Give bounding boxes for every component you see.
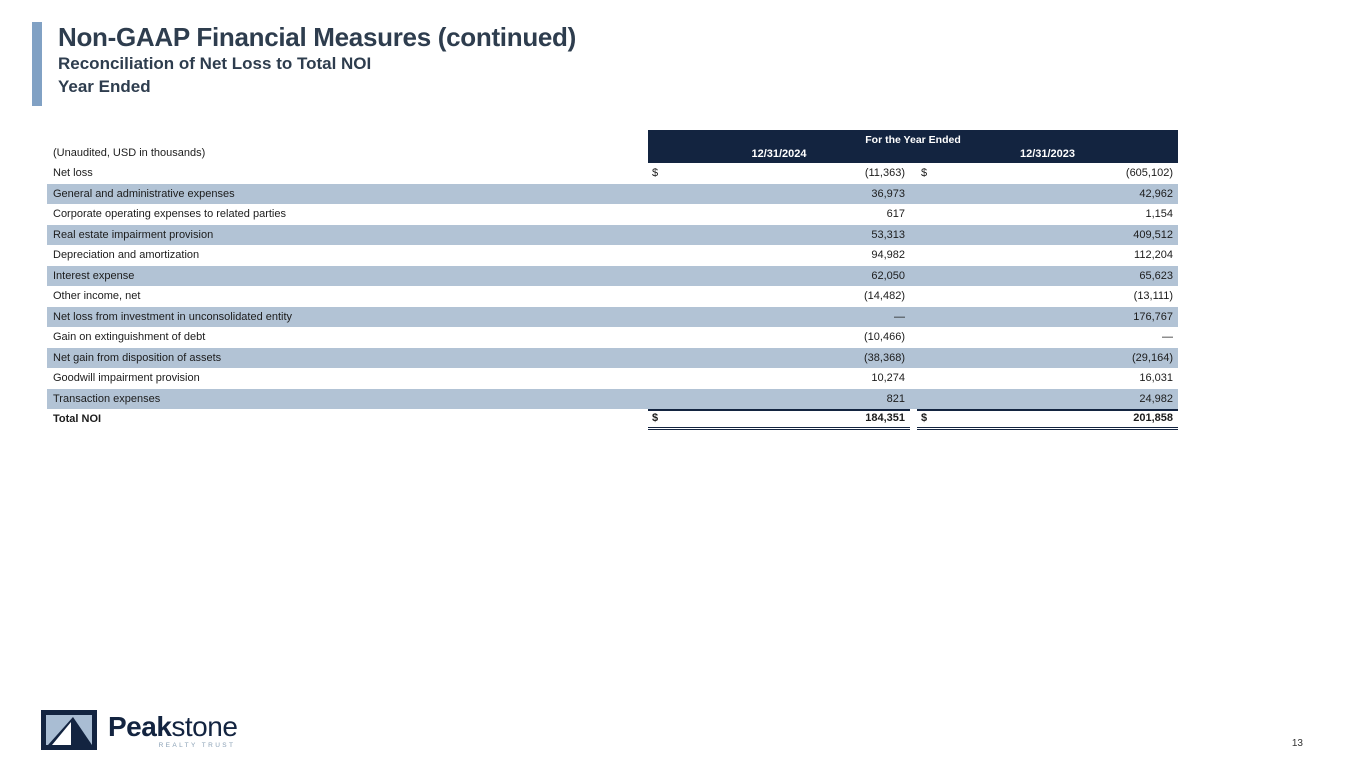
column-gap [910, 184, 917, 205]
column-gap [910, 163, 917, 184]
cell-amount: 184,351 [865, 412, 905, 424]
row-label: Transaction expenses [53, 392, 161, 405]
row-label: Net loss [53, 167, 93, 179]
title-accent-bar [32, 22, 42, 106]
cell-amount: 112,204 [1134, 249, 1173, 261]
table-row [47, 245, 1178, 266]
currency-symbol: $ [652, 167, 659, 179]
row-label: Depreciation and amortization [53, 249, 200, 261]
table-row [47, 225, 1178, 246]
table-row [47, 286, 1178, 307]
table-row [47, 163, 1178, 184]
row-label: Net loss from investment in unconsolidated entity [53, 310, 293, 323]
column-gap [910, 266, 917, 287]
table-body [47, 163, 1178, 430]
column-gap [910, 245, 917, 266]
cell-amount: 42,962 [1139, 187, 1173, 200]
column-gap [910, 389, 917, 410]
row-label: Total NOI [53, 413, 102, 425]
peakstone-logo-icon [41, 710, 97, 750]
cell-amount: 176,767 [1133, 310, 1173, 323]
cell-amount: 821 [886, 392, 905, 405]
cell-amount: 62,050 [871, 269, 905, 282]
column-gap [910, 225, 917, 246]
cell-amount: 10,274 [871, 372, 905, 384]
header-col-2023: 12/31/2023 [1019, 148, 1076, 160]
cell-amount: (29,164) [1132, 351, 1173, 364]
cell-amount: 94,982 [871, 249, 905, 261]
cell-amount: 1,154 [1145, 208, 1173, 220]
row-label: Net gain from disposition of assets [53, 351, 222, 364]
table-row [47, 348, 1178, 369]
cell-amount: (605,102) [1125, 167, 1173, 179]
table-row [47, 389, 1178, 410]
cell-amount: — [894, 310, 905, 323]
cell-amount: 16,031 [1139, 372, 1173, 384]
cell-amount: 36,973 [871, 187, 905, 200]
header-col-gap [910, 146, 917, 162]
page-subtitle: Reconciliation of Net Loss to Total NOI [58, 54, 372, 73]
table-row [47, 266, 1178, 287]
cell-amount: 201,858 [1133, 412, 1173, 424]
cell-amount: (14,482) [864, 290, 905, 302]
column-gap [910, 204, 917, 225]
column-gap [910, 368, 917, 389]
column-gap [910, 348, 917, 369]
table-header-block [648, 130, 1178, 163]
table-row [47, 327, 1178, 348]
column-gap [910, 409, 917, 430]
row-label: Goodwill impairment provision [53, 372, 200, 384]
cell-amount: (10,466) [864, 331, 905, 343]
table-header-row [47, 130, 1178, 163]
table-row [47, 184, 1178, 205]
logo-wordmark-peak: Peak [108, 711, 172, 742]
row-label: Other income, net [53, 290, 141, 302]
table-row [47, 204, 1178, 225]
currency-symbol: $ [921, 412, 928, 424]
title-block [32, 22, 576, 106]
cell-amount: 65,623 [1139, 269, 1173, 282]
table-row [47, 409, 1178, 430]
row-label: Real estate impairment provision [53, 228, 214, 241]
row-label: Gain on extinguishment of debt [53, 331, 206, 343]
header-group-label: For the Year Ended [865, 134, 961, 146]
column-gap [910, 307, 917, 328]
table-note: (Unaudited, USD in thousands) [53, 147, 206, 159]
reconciliation-table [47, 130, 1178, 430]
cell-amount: 53,313 [871, 228, 905, 241]
page-title: Non-GAAP Financial Measures (continued) [58, 22, 576, 52]
column-gap [910, 327, 917, 348]
column-gap [910, 286, 917, 307]
currency-symbol: $ [921, 167, 928, 179]
cell-amount: 24,982 [1139, 392, 1173, 405]
page-number: 13 [1291, 738, 1303, 749]
row-label: Corporate operating expenses to related parties [53, 208, 286, 220]
cell-amount: (38,368) [864, 351, 905, 364]
cell-amount: (13,111) [1133, 290, 1173, 302]
company-logo [41, 710, 237, 750]
cell-amount: 617 [886, 208, 905, 220]
page-subtitle-period: Year Ended [58, 77, 151, 96]
header-col-2024: 12/31/2024 [751, 148, 807, 160]
cell-amount: 409,512 [1133, 228, 1173, 241]
table-row [47, 368, 1178, 389]
logo-wordmark-stone: stone [171, 711, 238, 742]
cell-amount: — [1162, 331, 1173, 343]
cell-amount: (11,363) [864, 167, 905, 179]
logo-wordmark [108, 712, 237, 742]
logo-tagline: REALTY TRUST [158, 742, 236, 749]
currency-symbol: $ [652, 412, 659, 424]
row-label: Interest expense [53, 269, 135, 282]
row-label: General and administrative expenses [53, 187, 235, 200]
table-row [47, 307, 1178, 328]
